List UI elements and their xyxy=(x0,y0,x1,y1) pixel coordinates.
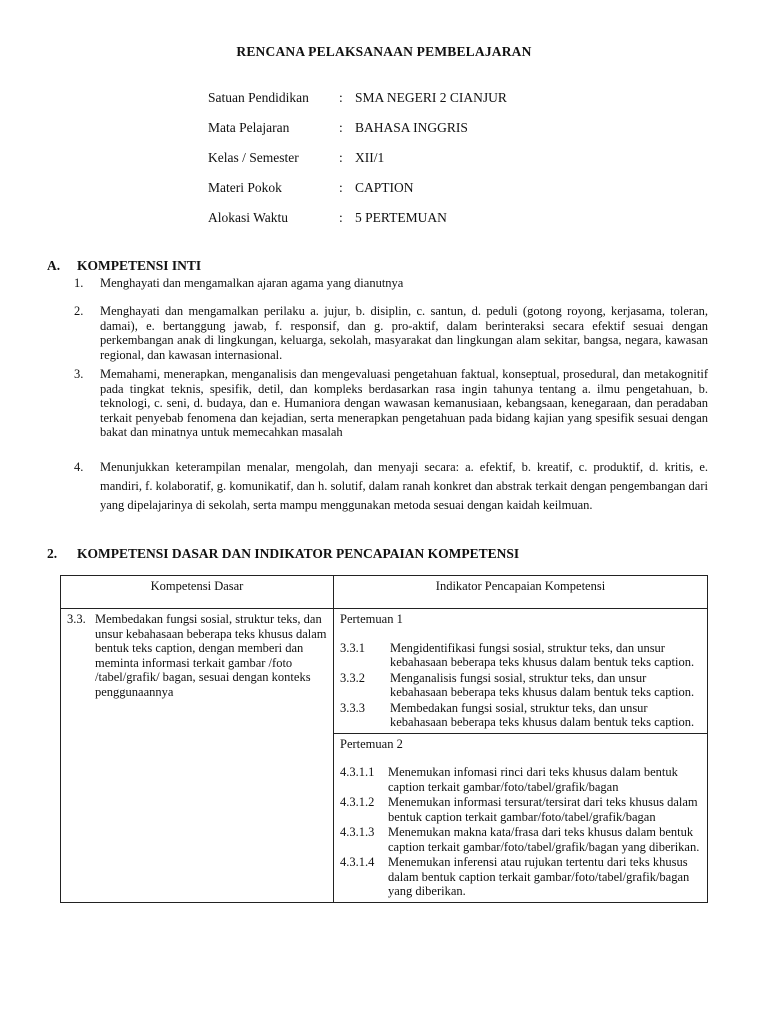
indicator-number: 4.3.1.2 xyxy=(340,795,375,809)
indicator-item xyxy=(340,855,701,899)
kd-cell xyxy=(61,609,334,903)
ki-text: Memahami, menerapkan, menganalisis dan mengevaluasi pengetahuan faktual, konseptual, prosedural, dan metakognitif pada tingkat teknis, spesifik, detil, dan kompleks berdasarkan rasa ingin tahunya tentang a. ilmu pengetahuan, b. teknologi, c. seni, d. budaya, dan e. Humaniora dengan wawasan kemanusiaan, kebangsaan, kenegaraan, dan peradaban terkait penyebab fenomena dan kejadian, serta menerapkan pengetahuan pada bidang kajian yang spesifik sesuai dengan bakat dan minatnya untuk memecahkan masalah xyxy=(100,367,708,439)
table-row xyxy=(61,609,708,734)
info-colon: : xyxy=(339,90,343,105)
indicator-text: Mengidentifikasi fungsi sosial, struktur teks, dan unsur kebahasaan beberapa teks khusus dalam bentuk teks caption. xyxy=(390,640,695,669)
indicator-cell-pertemuan-1 xyxy=(334,609,708,734)
table-header-kd: Kompetensi Dasar xyxy=(61,576,334,609)
indicator-number: 3.3.2 xyxy=(340,670,365,685)
ki-number: 1. xyxy=(74,276,84,290)
pertemuan-title: Pertemuan 1 xyxy=(340,612,403,626)
ki-text: Menghayati dan mengamalkan ajaran agama yang dianutnya xyxy=(100,276,404,290)
pertemuan-title: Pertemuan 2 xyxy=(340,736,403,751)
indicator-number: 4.3.1.3 xyxy=(340,825,375,839)
section-number: 2. xyxy=(47,546,58,561)
info-value: CAPTION xyxy=(355,180,414,195)
indicator-text: Menemukan inferensi atau rujukan tertentu dari teks khusus dalam bentuk caption terkait gambar/foto/tabel/grafik/bagan yang diberikan. xyxy=(388,855,690,898)
indicator-cell-pertemuan-2 xyxy=(334,733,708,902)
indicator-item xyxy=(340,701,701,730)
info-label: Mata Pelajaran xyxy=(208,120,290,135)
info-value: BAHASA INGGRIS xyxy=(355,120,468,135)
indicator-text: Menemukan infomasi rinci dari teks khusus dalam bentuk caption terkait gambar/foto/tabel/grafik/bagan xyxy=(388,765,678,794)
indicator-item xyxy=(340,765,701,794)
indicator-text: Menganalisis fungsi sosial, struktur teks, dan unsur kebahasaan beberapa teks khusus dalam bentuk teks caption. xyxy=(390,670,695,699)
info-colon: : xyxy=(339,180,343,195)
indicator-number: 3.3.3 xyxy=(340,700,365,715)
ki-text: Menunjukkan keterampilan menalar, mengolah, dan menyaji secara: a. efektif, b. kreatif, c. produktif, d. kritis, e. mandiri, f. kolaboratif, g. komunikatif, dan h. solutif, dalam ranah konkret dan abstrak terkait dengan pengembangan dari yang dipelajarinya di sekolah, serta mampu menggunakan metoda sesuai dengan kaidah keilmuan. xyxy=(100,460,708,512)
info-colon: : xyxy=(339,120,343,135)
info-value: SMA NEGERI 2 CIANJUR xyxy=(355,90,507,105)
indicator-number: 4.3.1.1 xyxy=(340,765,375,779)
kd-indicator-table xyxy=(60,575,708,903)
document-title: RENCANA PELAKSANAAN PEMBELAJARAN xyxy=(236,44,532,59)
indicator-item xyxy=(340,641,701,670)
ki-item-3 xyxy=(74,367,708,440)
info-label: Materi Pokok xyxy=(208,180,282,195)
info-label: Alokasi Waktu xyxy=(208,210,289,225)
table-header-row xyxy=(61,576,708,609)
ki-item-1 xyxy=(74,276,708,291)
indicator-item xyxy=(340,795,701,824)
kd-number: 3.3. xyxy=(67,612,86,626)
indicator-text: Menemukan makna kata/frasa dari teks khusus dalam bentuk caption terkait gambar/foto/tabel/grafik/bagan yang diberikan. xyxy=(388,825,700,854)
info-colon: : xyxy=(339,150,343,165)
indicator-text: Menemukan informasi tersurat/tersirat dari teks khusus dalam bentuk caption terkait gambar/foto/tabel/grafik/bagan xyxy=(388,795,698,824)
info-value: XII/1 xyxy=(355,150,385,165)
table-header-indicator: Indikator Pencapaian Kompetensi xyxy=(334,576,708,609)
ki-number: 4. xyxy=(74,460,84,474)
indicator-number: 3.3.1 xyxy=(340,640,365,655)
indicator-text: Membedakan fungsi sosial, struktur teks, dan unsur kebahasaan beberapa teks khusus dalam bentuk teks caption. xyxy=(390,700,695,729)
info-value: 5 PERTEMUAN xyxy=(355,210,447,225)
ki-number: 2. xyxy=(74,304,84,318)
ki-item-4 xyxy=(74,458,708,515)
info-label: Kelas / Semester xyxy=(208,150,299,165)
ki-number: 3. xyxy=(74,367,84,381)
ki-text: Menghayati dan mengamalkan perilaku a. jujur, b. disiplin, c. santun, d. peduli (gotong royong, kerjasama, toleran, damai), e. bertanggung jawab, f. responsif, dan g. pro-aktif, dalam berinteraksi secara efektif sesuai dengan perkembangan anak di lingkungan, keluarga, sekolah, masyarakat dan lingkungan alam sekitar, bangsa, negara, kawasan regional, dan kawasan internasional. xyxy=(100,304,708,362)
info-label: Satuan Pendidikan xyxy=(208,90,309,105)
indicator-item xyxy=(340,825,701,854)
ki-item-2 xyxy=(74,304,708,362)
info-colon: : xyxy=(339,210,343,225)
section-title: KOMPETENSI INTI xyxy=(77,258,202,273)
indicator-item xyxy=(340,671,701,700)
section-title: KOMPETENSI DASAR DAN INDIKATOR PENCAPAIAN KOMPETENSI xyxy=(77,546,520,561)
section-number: A. xyxy=(47,258,61,273)
kd-text: Membedakan fungsi sosial, struktur teks, dan unsur kebahasaan beberapa teks khusus dalam bentuk teks caption, dengan memberi dan meminta informasi terkait gambar /foto /tabel/grafik/ bagan, sesuai dengan konteks penggunaannya xyxy=(95,612,327,699)
indicator-number: 4.3.1.4 xyxy=(340,855,375,869)
